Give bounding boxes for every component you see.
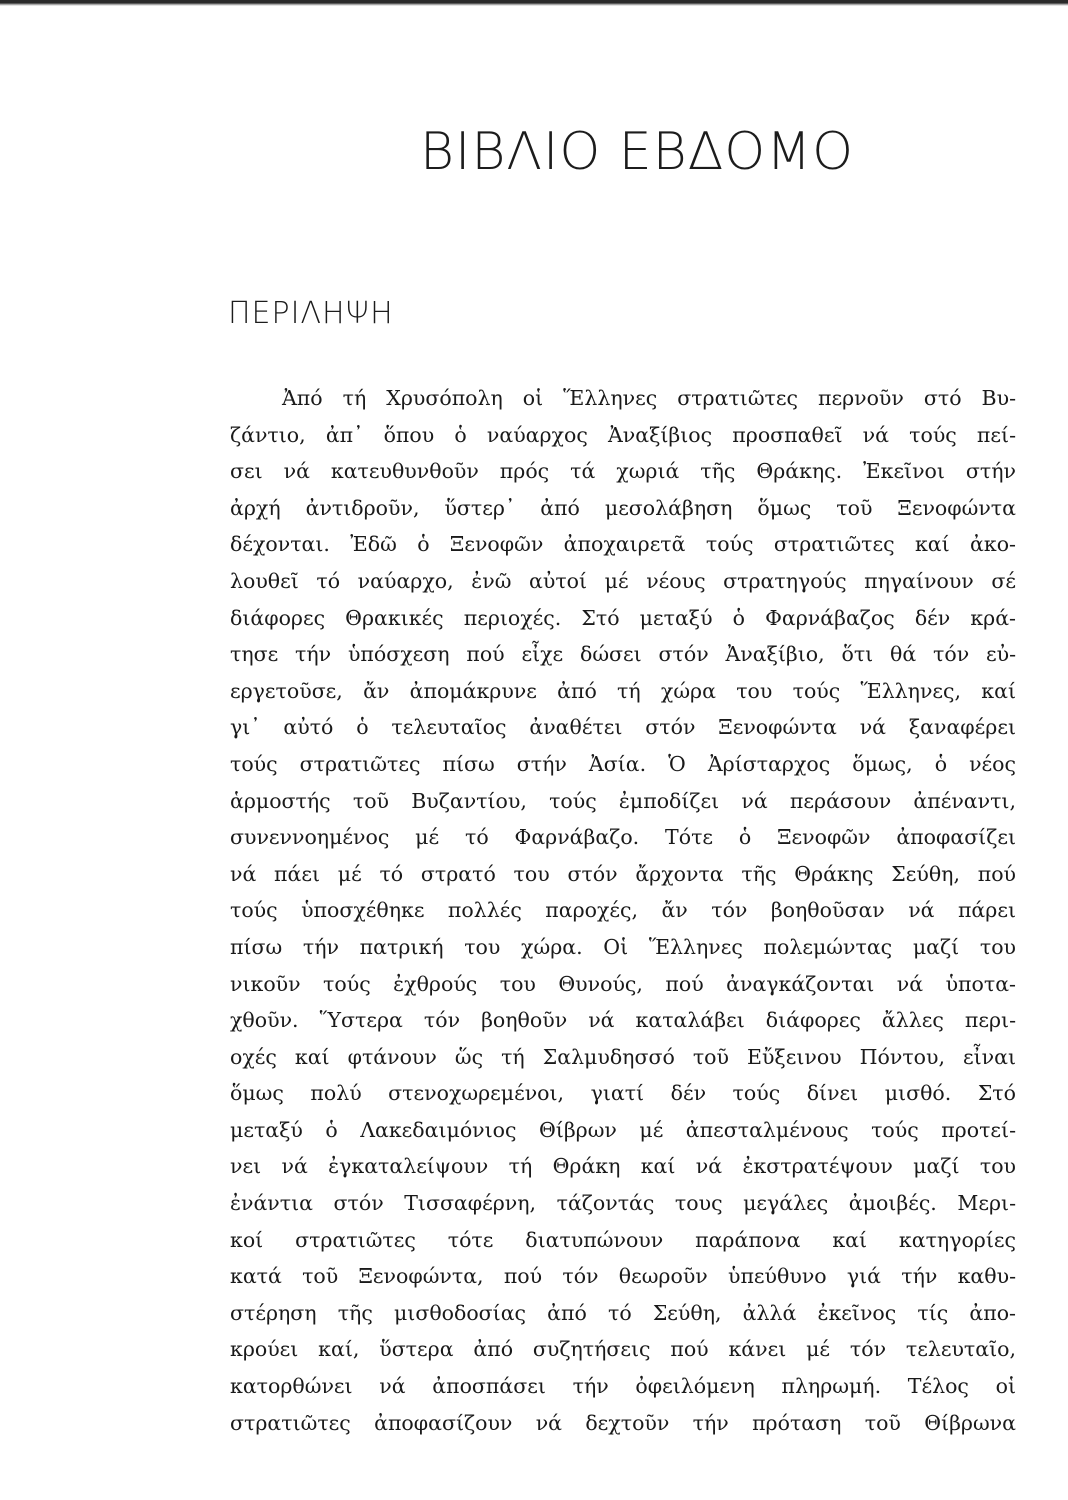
summary-line: τησε τήν ὑπόσχεση πού εἶχε δώσει στόν Ἀναξίβιο, ὅτι θά τόν εὐ-: [230, 642, 1016, 667]
summary-line: νά πάει μέ τό στρατό του στόν ἄρχοντα τῆς Θράκης Σεύθη, πού: [230, 861, 1016, 886]
book-title: ΒΙΒΛΙΟ ΕΒΔΟΜΟ: [420, 122, 855, 182]
summary-line: διάφορες Θρακικές περιοχές. Στό μεταξύ ὁ Φαρνάβαζος δέν κρά-: [230, 605, 1016, 630]
summary-line: εργετοῦσε, ἄν ἀπομάκρυνε ἀπό τή χώρα του τούς Ἕλληνες, καί: [230, 678, 1016, 703]
section-heading: ΠΕΡΙΛΗΨΗ: [228, 296, 394, 331]
summary-line: χθοῦν. Ὕστερα τόν βοηθοῦν νά καταλάβει διάφορες ἄλλες περι-: [230, 1008, 1016, 1033]
summary-line: ἀρχή ἀντιδροῦν, ὕστερ᾽ ἀπό μεσολάβηση ὅμως τοῦ Ξενοφώντα: [230, 495, 1016, 520]
summary-line: τούς στρατιῶτες πίσω στήν Ἀσία. Ὁ Ἀρίσταρχος ὅμως, ὁ νέος: [230, 751, 1016, 776]
summary-line: κατορθώνει νά ἀποσπάσει τήν ὀφειλόμενη πληρωμή. Τέλος οἱ: [230, 1374, 1016, 1399]
summary-line: ἐνάντια στόν Τισσαφέρνη, τάζοντάς τους μεγάλες ἀμοιβές. Μερι-: [230, 1191, 1016, 1216]
summary-line: ἁρμοστής τοῦ Βυζαντίου, τούς ἐμποδίζει νά περάσουν ἀπέναντι,: [230, 788, 1016, 813]
summary-line: στέρηση τῆς μισθοδοσίας ἀπό τό Σεύθη, ἀλλά ἐκεῖνος τίς ἀπο-: [230, 1300, 1016, 1325]
summary-line: στρατιῶτες ἀποφασίζουν νά δεχτοῦν τήν πρόταση τοῦ Θίβρωνα: [230, 1410, 1016, 1435]
summary-line: νικοῦν τούς ἐχθρούς του Θυνούς, πού ἀναγκάζονται νά ὑποτα-: [230, 971, 1016, 996]
summary-line: μεταξύ ὁ Λακεδαιμόνιος Θίβρων μέ ἀπεσταλμένους τούς προτεί-: [230, 1117, 1016, 1142]
summary-paragraph: [230, 380, 1016, 1441]
summary-line: λουθεῖ τό ναύαρχο, ἐνῶ αὐτοί μέ νέους στρατηγούς πηγαίνουν σέ: [230, 568, 1016, 593]
summary-line: οχές καί φτάνουν ὥς τή Σαλμυδησσό τοῦ Εὔξεινου Πόντου, εἶναι: [230, 1044, 1016, 1069]
summary-line: ὅμως πολύ στενοχωρεμένοι, γιατί δέν τούς δίνει μισθό. Στό: [230, 1081, 1016, 1106]
summary-line: συνεννοημένος μέ τό Φαρνάβαζο. Τότε ὁ Ξενοφῶν ἀποφασίζει: [230, 825, 1016, 850]
summary-line: κατά τοῦ Ξενοφώντα, πού τόν θεωροῦν ὑπεύθυνο γιά τήν καθυ-: [230, 1264, 1016, 1289]
summary-line: κοί στρατιῶτες τότε διατυπώνουν παράπονα καί κατηγορίες: [230, 1227, 1016, 1252]
page-top-edge: [0, 0, 1068, 6]
summary-line: τούς ὑποσχέθηκε πολλές παροχές, ἄν τόν βοηθοῦσαν νά πάρει: [230, 898, 1016, 923]
summary-line: πίσω τήν πατρική του χώρα. Οἱ Ἕλληνες πολεμώντας μαζί του: [230, 934, 1016, 959]
summary-line: Ἀπό τή Χρυσόπολη οἱ Ἕλληνες στρατιῶτες περνοῦν στό Βυ-: [282, 386, 1016, 410]
summary-line: νει νά ἐγκαταλείψουν τή Θράκη καί νά ἐκστρατέψουν μαζί του: [230, 1154, 1016, 1179]
summary-line: ζάντιο, ἀπ᾽ ὅπου ὁ ναύαρχος Ἀναξίβιος προσπαθεῖ νά τούς πεί-: [230, 422, 1016, 447]
summary-line: κρούει καί, ὕστερα ἀπό συζητήσεις πού κάνει μέ τόν τελευταῖο,: [230, 1337, 1016, 1362]
summary-line: δέχονται. Ἐδῶ ὁ Ξενοφῶν ἀποχαιρετᾶ τούς στρατιῶτες καί ἀκο-: [230, 532, 1016, 557]
summary-line: γι᾽ αὐτό ὁ τελευταῖος ἀναθέτει στόν Ξενοφώντα νά ξαναφέρει: [230, 715, 1016, 740]
summary-line: σει νά κατευθυνθοῦν πρός τά χωριά τῆς Θράκης. Ἐκεῖνοι στήν: [230, 459, 1016, 484]
